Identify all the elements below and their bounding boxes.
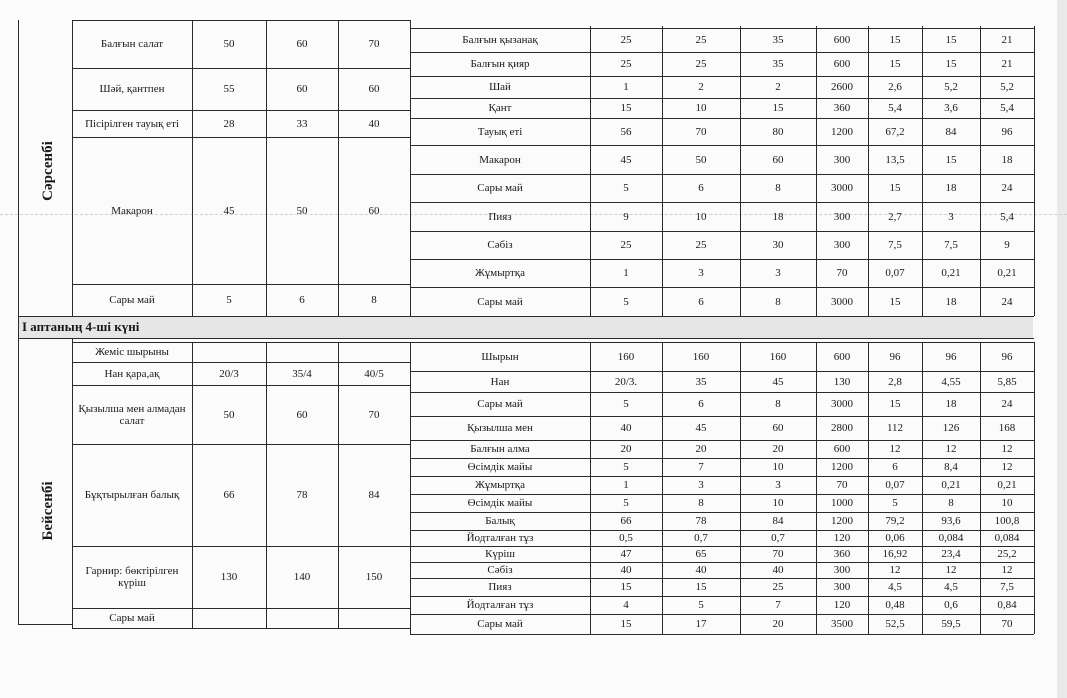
- product-qty-b: 0,7: [694, 532, 708, 544]
- product-value-g: 25,2: [997, 548, 1017, 560]
- table-bottom-line: [18, 624, 72, 625]
- dish-qty-1: 45: [223, 204, 235, 217]
- dish-row-line: [72, 628, 410, 629]
- product-qty-a: 1: [623, 267, 629, 279]
- product-energy: 600: [833, 58, 851, 70]
- product-energy: 300: [833, 153, 851, 166]
- product-qty-a: 1: [623, 81, 629, 93]
- product-value-g: 0,21: [997, 267, 1017, 279]
- product-qty-b: 8: [698, 497, 704, 509]
- dish-name: Шәй, қантпен: [99, 83, 165, 95]
- product-energy: 300: [833, 210, 851, 223]
- product-qty-a: 0,5: [619, 532, 633, 544]
- product-qty-b: 15: [695, 581, 707, 593]
- product-qty-a: 5: [623, 295, 629, 308]
- product-value-g: 12: [1001, 564, 1013, 576]
- product-energy: 300: [833, 581, 851, 593]
- product-energy: 600: [833, 443, 851, 455]
- dish-qty-2: 60: [296, 38, 308, 50]
- product-qty-c: 8: [775, 398, 781, 410]
- product-qty-c: 25: [772, 581, 784, 593]
- product-value-f: 5,2: [944, 81, 958, 93]
- dish-name: Бұқтырылған балық: [84, 489, 180, 501]
- product-value-e: 12: [889, 564, 901, 576]
- dish-name: Гарнир: бөктірілген күріш: [85, 565, 179, 589]
- product-value-g: 18: [1001, 153, 1013, 166]
- product-value-e: 79,2: [885, 515, 905, 527]
- product-value-f: 96: [945, 350, 957, 363]
- dish-qty-2: 60: [296, 83, 308, 95]
- product-value-f: 0,084: [938, 532, 964, 544]
- dish-qty-2: 78: [296, 489, 308, 501]
- product-name: Сары май: [477, 295, 523, 308]
- dish-qty-1: [192, 342, 266, 362]
- section-top-line: [18, 316, 1034, 317]
- product-energy: 3000: [831, 295, 853, 308]
- product-value-f: 23,4: [941, 548, 961, 560]
- product-value-f: 12: [945, 443, 957, 455]
- product-qty-c: 30: [772, 239, 784, 251]
- product-qty-b: 10: [695, 102, 707, 114]
- dish-qty-1: 20/3: [219, 367, 239, 380]
- dish-qty-1: 5: [226, 294, 232, 306]
- day-label-thursday: Бейсенбі: [39, 481, 56, 541]
- product-value-g: 0,084: [994, 532, 1020, 544]
- product-qty-a: 20: [620, 443, 632, 455]
- product-energy: 300: [833, 239, 851, 251]
- day-label-wednesday: Сәрсенбі: [39, 141, 56, 201]
- product-qty-c: 160: [769, 350, 787, 363]
- product-qty-a: 20/3.: [614, 375, 638, 388]
- product-qty-c: 35: [772, 58, 784, 70]
- product-qty-a: 15: [620, 581, 632, 593]
- product-qty-c: 18: [772, 210, 784, 223]
- product-value-f: 84: [945, 125, 957, 138]
- product-qty-c: 8: [775, 295, 781, 308]
- product-value-g: 70: [1001, 618, 1013, 630]
- product-value-g: 21: [1001, 58, 1013, 70]
- product-value-e: 2,7: [888, 210, 902, 223]
- product-value-e: 4,5: [888, 581, 902, 593]
- product-value-g: 24: [1001, 398, 1013, 410]
- product-qty-b: 7: [698, 461, 704, 473]
- product-qty-b: 3: [698, 267, 704, 279]
- product-qty-b: 35: [695, 375, 707, 388]
- product-name: Балғын қызанақ: [462, 34, 538, 46]
- product-name: Сары май: [477, 398, 523, 410]
- product-qty-a: 9: [623, 210, 629, 223]
- product-qty-c: 84: [772, 515, 784, 527]
- product-name: Қызылша мен: [467, 422, 533, 434]
- product-energy: 3000: [831, 182, 853, 194]
- product-value-g: 9: [1004, 239, 1010, 251]
- product-name: Шай: [489, 81, 511, 93]
- dish-qty-3: 150: [365, 571, 383, 583]
- product-qty-b: 2: [698, 81, 704, 93]
- dish-name: Пісірілген тауық еті: [85, 117, 179, 130]
- section-bottom-line: [18, 338, 1034, 339]
- product-value-g: 100,8: [994, 515, 1020, 527]
- product-value-g: 0,84: [997, 599, 1017, 611]
- product-name: Макарон: [479, 153, 521, 166]
- dish-qty-1: 66: [223, 489, 235, 501]
- dish-qty-3: [338, 342, 410, 362]
- dish-qty-2: 60: [296, 408, 308, 421]
- product-qty-b: 17: [695, 618, 707, 630]
- product-value-e: 13,5: [885, 153, 905, 166]
- product-name: Сары май: [477, 182, 523, 194]
- product-name: Нан: [490, 375, 510, 388]
- dish-qty-1: 50: [223, 408, 235, 421]
- product-value-e: 7,5: [888, 239, 902, 251]
- product-value-g: 96: [1001, 125, 1013, 138]
- product-qty-b: 65: [695, 548, 707, 560]
- product-qty-a: 15: [620, 102, 632, 114]
- product-energy: 70: [836, 479, 848, 491]
- product-value-e: 0,48: [885, 599, 905, 611]
- product-qty-c: 3: [775, 267, 781, 279]
- dish-qty-1: 28: [223, 117, 235, 130]
- product-value-g: 5,4: [1000, 210, 1014, 223]
- product-energy: 1000: [831, 497, 853, 509]
- product-value-f: 8,4: [944, 461, 958, 473]
- table-left-border: [18, 20, 19, 625]
- product-value-f: 4,55: [941, 375, 961, 388]
- dish-name: Нан қара,ақ: [104, 367, 160, 380]
- dish-qty-1: 130: [220, 571, 238, 583]
- product-energy: 360: [833, 548, 851, 560]
- product-value-e: 67,2: [885, 125, 905, 138]
- product-value-g: 5,2: [1000, 81, 1014, 93]
- product-energy: 70: [836, 267, 848, 279]
- product-value-g: 5,85: [997, 375, 1017, 388]
- product-value-e: 12: [889, 443, 901, 455]
- product-value-e: 16,92: [882, 548, 908, 560]
- product-energy: 600: [833, 34, 851, 46]
- product-qty-b: 5: [698, 599, 704, 611]
- product-col-line: [1034, 26, 1035, 316]
- product-value-f: 18: [945, 295, 957, 308]
- product-value-g: 0,21: [997, 479, 1017, 491]
- product-value-g: 21: [1001, 34, 1013, 46]
- dish-qty-2: [266, 608, 338, 628]
- dish-qty-2: 6: [299, 294, 305, 306]
- product-qty-c: 60: [772, 153, 784, 166]
- product-energy: 600: [833, 350, 851, 363]
- product-value-e: 15: [889, 295, 901, 308]
- product-name: Тауық еті: [477, 125, 523, 138]
- product-qty-b: 50: [695, 153, 707, 166]
- product-qty-a: 25: [620, 239, 632, 251]
- product-qty-c: 2: [775, 81, 781, 93]
- product-value-e: 52,5: [885, 618, 905, 630]
- product-qty-b: 25: [695, 58, 707, 70]
- dish-name: Қызылша мен алмадан салат: [78, 402, 186, 427]
- dish-qty-2: 50: [296, 204, 308, 217]
- product-value-f: 15: [945, 153, 957, 166]
- product-value-g: 12: [1001, 461, 1013, 473]
- product-qty-b: 78: [695, 515, 707, 527]
- product-value-g: 96: [1001, 350, 1013, 363]
- product-qty-c: 20: [772, 443, 784, 455]
- dish-name: Сары май: [109, 294, 155, 306]
- product-value-f: 7,5: [944, 239, 958, 251]
- product-energy: 3000: [831, 398, 853, 410]
- product-energy: 1200: [831, 461, 853, 473]
- product-value-f: 12: [945, 564, 957, 576]
- dish-name: Балғын салат: [100, 38, 164, 50]
- product-energy: 3500: [831, 618, 853, 630]
- product-qty-a: 5: [623, 398, 629, 410]
- product-value-e: 15: [889, 398, 901, 410]
- dish-qty-1: 50: [223, 38, 235, 50]
- product-value-e: 5: [892, 497, 898, 509]
- product-qty-b: 3: [698, 479, 704, 491]
- section-header: I аптаның 4-ші күні: [22, 319, 140, 334]
- product-qty-b: 25: [695, 239, 707, 251]
- dish-qty-2: 35/4: [292, 367, 312, 380]
- product-value-f: 18: [945, 182, 957, 194]
- product-value-g: 24: [1001, 182, 1013, 194]
- dish-qty-3: 70: [368, 408, 380, 421]
- dish-qty-3: 70: [368, 38, 380, 50]
- product-value-g: 5,4: [1000, 102, 1014, 114]
- product-qty-a: 56: [620, 125, 632, 138]
- dish-qty-3: 84: [368, 489, 380, 501]
- product-name: Күріш: [485, 548, 515, 560]
- product-value-g: 168: [998, 422, 1016, 434]
- product-qty-c: 35: [772, 34, 784, 46]
- product-name: Жұмыртқа: [474, 267, 526, 279]
- product-value-e: 6: [892, 461, 898, 473]
- product-qty-c: 80: [772, 125, 784, 138]
- product-qty-b: 6: [698, 295, 704, 308]
- product-name: Балық: [485, 515, 515, 527]
- product-value-e: 0,06: [885, 532, 905, 544]
- product-qty-c: 7: [775, 599, 781, 611]
- product-energy: 120: [833, 532, 851, 544]
- dish-qty-3: 40/5: [364, 367, 384, 380]
- product-value-e: 15: [889, 58, 901, 70]
- product-qty-b: 6: [698, 398, 704, 410]
- product-energy: 300: [833, 564, 851, 576]
- product-qty-c: 40: [772, 564, 784, 576]
- product-qty-c: 10: [772, 461, 784, 473]
- product-name: Балғын қияр: [470, 58, 530, 70]
- product-value-f: 0,6: [944, 599, 958, 611]
- product-energy: 130: [833, 375, 851, 388]
- product-qty-a: 5: [623, 461, 629, 473]
- product-value-g: 24: [1001, 295, 1013, 308]
- product-qty-c: 8: [775, 182, 781, 194]
- product-qty-a: 25: [620, 34, 632, 46]
- product-energy: 2800: [831, 422, 853, 434]
- product-row-line: [410, 634, 1034, 635]
- product-value-e: 15: [889, 34, 901, 46]
- product-value-g: 10: [1001, 497, 1013, 509]
- product-value-f: 0,21: [941, 267, 961, 279]
- product-value-f: 93,6: [941, 515, 961, 527]
- product-value-f: 126: [942, 422, 960, 434]
- product-name: Пияз: [488, 581, 512, 593]
- product-qty-c: 10: [772, 497, 784, 509]
- dish-qty-3: 60: [368, 204, 380, 217]
- product-value-e: 0,07: [885, 479, 905, 491]
- dish-qty-3: 60: [368, 83, 380, 95]
- product-value-e: 96: [889, 350, 901, 363]
- product-energy: 360: [833, 102, 851, 114]
- dish-qty-3: 40: [368, 117, 380, 130]
- product-qty-c: 3: [775, 479, 781, 491]
- product-col-line: [1034, 342, 1035, 634]
- product-qty-a: 45: [620, 153, 632, 166]
- dish-qty-2: [266, 342, 338, 362]
- dish-name: Макарон: [111, 204, 153, 217]
- product-value-f: 8: [948, 497, 954, 509]
- product-qty-c: 0,7: [771, 532, 785, 544]
- product-qty-a: 4: [623, 599, 629, 611]
- product-qty-b: 70: [695, 125, 707, 138]
- product-name: Жұмыртқа: [474, 479, 526, 491]
- product-value-f: 3,6: [944, 102, 958, 114]
- product-value-f: 15: [945, 58, 957, 70]
- product-name: Шырын: [481, 350, 519, 363]
- product-name: Йодталған тұз: [466, 599, 534, 611]
- product-name: Сәбіз: [487, 564, 513, 576]
- product-qty-a: 160: [617, 350, 635, 363]
- product-value-e: 2,8: [888, 375, 902, 388]
- product-value-f: 59,5: [941, 618, 961, 630]
- dish-qty-3: 8: [371, 294, 377, 306]
- product-qty-c: 15: [772, 102, 784, 114]
- product-qty-a: 40: [620, 564, 632, 576]
- product-name: Пияз: [488, 210, 512, 223]
- product-qty-a: 5: [623, 497, 629, 509]
- product-qty-c: 20: [772, 618, 784, 630]
- product-value-g: 12: [1001, 443, 1013, 455]
- product-value-f: 18: [945, 398, 957, 410]
- product-qty-a: 66: [620, 515, 632, 527]
- product-qty-b: 20: [695, 443, 707, 455]
- dish-qty-3: [338, 608, 410, 628]
- product-value-e: 15: [889, 182, 901, 194]
- product-name: Өсімдік майы: [467, 461, 533, 473]
- product-value-e: 0,07: [885, 267, 905, 279]
- product-energy: 1200: [831, 515, 853, 527]
- product-qty-a: 1: [623, 479, 629, 491]
- product-qty-a: 5: [623, 182, 629, 194]
- product-qty-c: 45: [772, 375, 784, 388]
- product-name: Өсімдік майы: [467, 497, 533, 509]
- product-name: Сары май: [477, 618, 523, 630]
- product-qty-c: 70: [772, 548, 784, 560]
- dish-qty-1: [192, 608, 266, 628]
- product-qty-b: 45: [695, 422, 707, 434]
- dish-name: Сары май: [109, 612, 155, 624]
- product-value-f: 15: [945, 34, 957, 46]
- product-qty-b: 25: [695, 34, 707, 46]
- product-qty-a: 15: [620, 618, 632, 630]
- product-value-f: 4,5: [944, 581, 958, 593]
- product-qty-c: 60: [772, 422, 784, 434]
- product-qty-a: 25: [620, 58, 632, 70]
- product-name: Балғын алма: [470, 443, 530, 455]
- product-qty-b: 6: [698, 182, 704, 194]
- product-name: Йодталған тұз: [466, 532, 534, 544]
- product-name: Сәбіз: [487, 239, 513, 251]
- product-energy: 2600: [831, 81, 853, 93]
- dish-name: Жеміс шырыны: [95, 346, 169, 358]
- product-energy: 120: [833, 599, 851, 611]
- product-value-f: 0,21: [941, 479, 961, 491]
- product-qty-b: 40: [695, 564, 707, 576]
- product-value-e: 2,6: [888, 81, 902, 93]
- product-qty-a: 40: [620, 422, 632, 434]
- dish-qty-1: 55: [223, 83, 235, 95]
- product-value-e: 5,4: [888, 102, 902, 114]
- product-energy: 1200: [831, 125, 853, 138]
- product-qty-a: 47: [620, 548, 632, 560]
- product-name: Қант: [488, 102, 512, 114]
- product-qty-b: 160: [692, 350, 710, 363]
- product-value-e: 112: [886, 422, 904, 434]
- product-qty-b: 10: [695, 210, 707, 223]
- dish-qty-2: 33: [296, 117, 308, 130]
- product-value-f: 3: [948, 210, 954, 223]
- dish-qty-2: 140: [293, 571, 311, 583]
- product-value-g: 7,5: [1000, 581, 1014, 593]
